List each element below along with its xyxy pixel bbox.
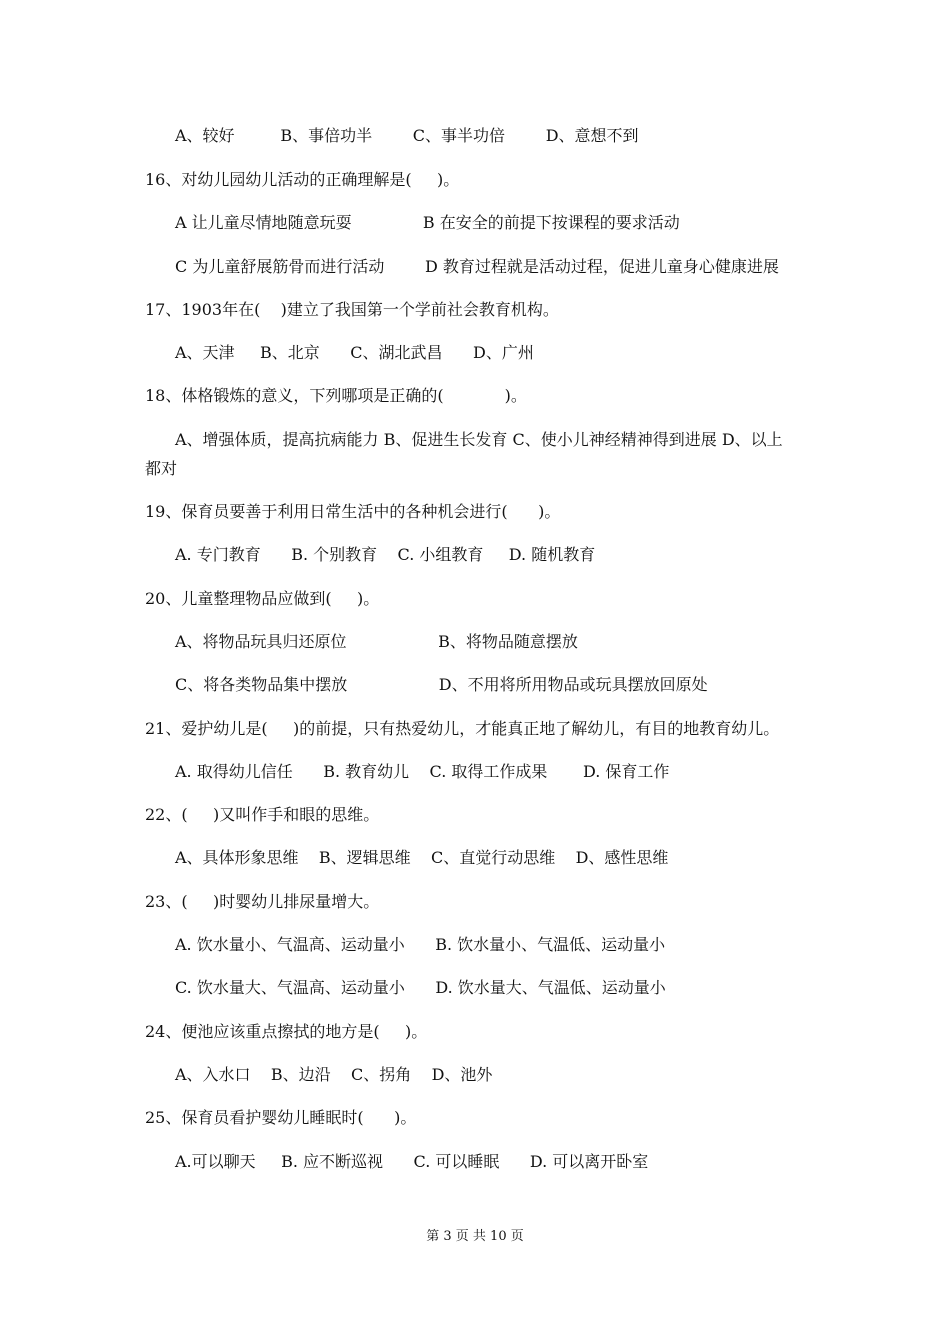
question-20: 20、儿童整理物品应做到( )。 — [145, 589, 380, 608]
q17-options: A、天津 B、北京 C、湖北武昌 D、广州 — [175, 343, 534, 362]
q19-options: A. 专门教育 B. 个别教育 C. 小组教育 D. 随机教育 — [175, 545, 596, 564]
q24-options: A、入水口 B、边沿 C、拐角 D、池外 — [175, 1065, 493, 1084]
question-18: 18、体格锻炼的意义，下列哪项是正确的( )。 — [145, 386, 527, 405]
q25-options: A.可以聊天 B. 应不断巡视 C. 可以睡眠 D. 可以离开卧室 — [175, 1152, 649, 1171]
q22-options: A、具体形象思维 B、逻辑思维 C、直觉行动思维 D、感性思维 — [175, 848, 669, 867]
q16-options-cd: C 为儿童舒展筋骨而进行活动 D 教育过程就是活动过程，促进儿童身心健康进展 — [175, 257, 779, 276]
q16-options-ab: A 让儿童尽情地随意玩耍 B 在安全的前提下按课程的要求活动 — [175, 213, 680, 232]
question-22: 22、( )又叫作手和眼的思维。 — [145, 805, 380, 824]
q23-options-cd: C. 饮水量大、气温高、运动量小 D. 饮水量大、气温低、运动量小 — [175, 978, 666, 997]
page-number-footer: 第 3 页 共 10 页 — [426, 1229, 524, 1244]
q21-options: A. 取得幼儿信任 B. 教育幼儿 C. 取得工作成果 D. 保育工作 — [175, 762, 670, 781]
q18-options-wrap: 都对 — [145, 459, 178, 478]
question-17: 17、1903年在( )建立了我国第一个学前社会教育机构。 — [145, 300, 559, 319]
q23-options-ab: A. 饮水量小、气温高、运动量小 B. 饮水量小、气温低、运动量小 — [175, 935, 666, 954]
q18-options: A、增强体质，提高抗病能力 B、促进生长发育 C、使小儿神经精神得到进展 D、以上 — [175, 430, 783, 449]
question-25: 25、保育员看护婴幼儿睡眠时( )。 — [145, 1108, 417, 1127]
question-21: 21、爱护幼儿是( )的前提，只有热爱幼儿，才能真正地了解幼儿，有目的地教育幼儿。 — [145, 719, 780, 738]
question-24: 24、便池应该重点擦拭的地方是( )。 — [145, 1022, 428, 1041]
q15-options: A、较好 B、事倍功半 C、事半功倍 D、意想不到 — [175, 126, 639, 145]
q20-options-cd: C、将各类物品集中摆放 D、不用将所用物品或玩具摆放回原处 — [175, 675, 708, 694]
question-23: 23、( )时婴幼儿排尿量增大。 — [145, 892, 380, 911]
question-16: 16、对幼儿园幼儿活动的正确理解是( )。 — [145, 170, 460, 189]
q20-options-ab: A、将物品玩具归还原位 B、将物品随意摆放 — [175, 632, 578, 651]
question-19: 19、保育员要善于利用日常生活中的各种机会进行( )。 — [145, 502, 561, 521]
